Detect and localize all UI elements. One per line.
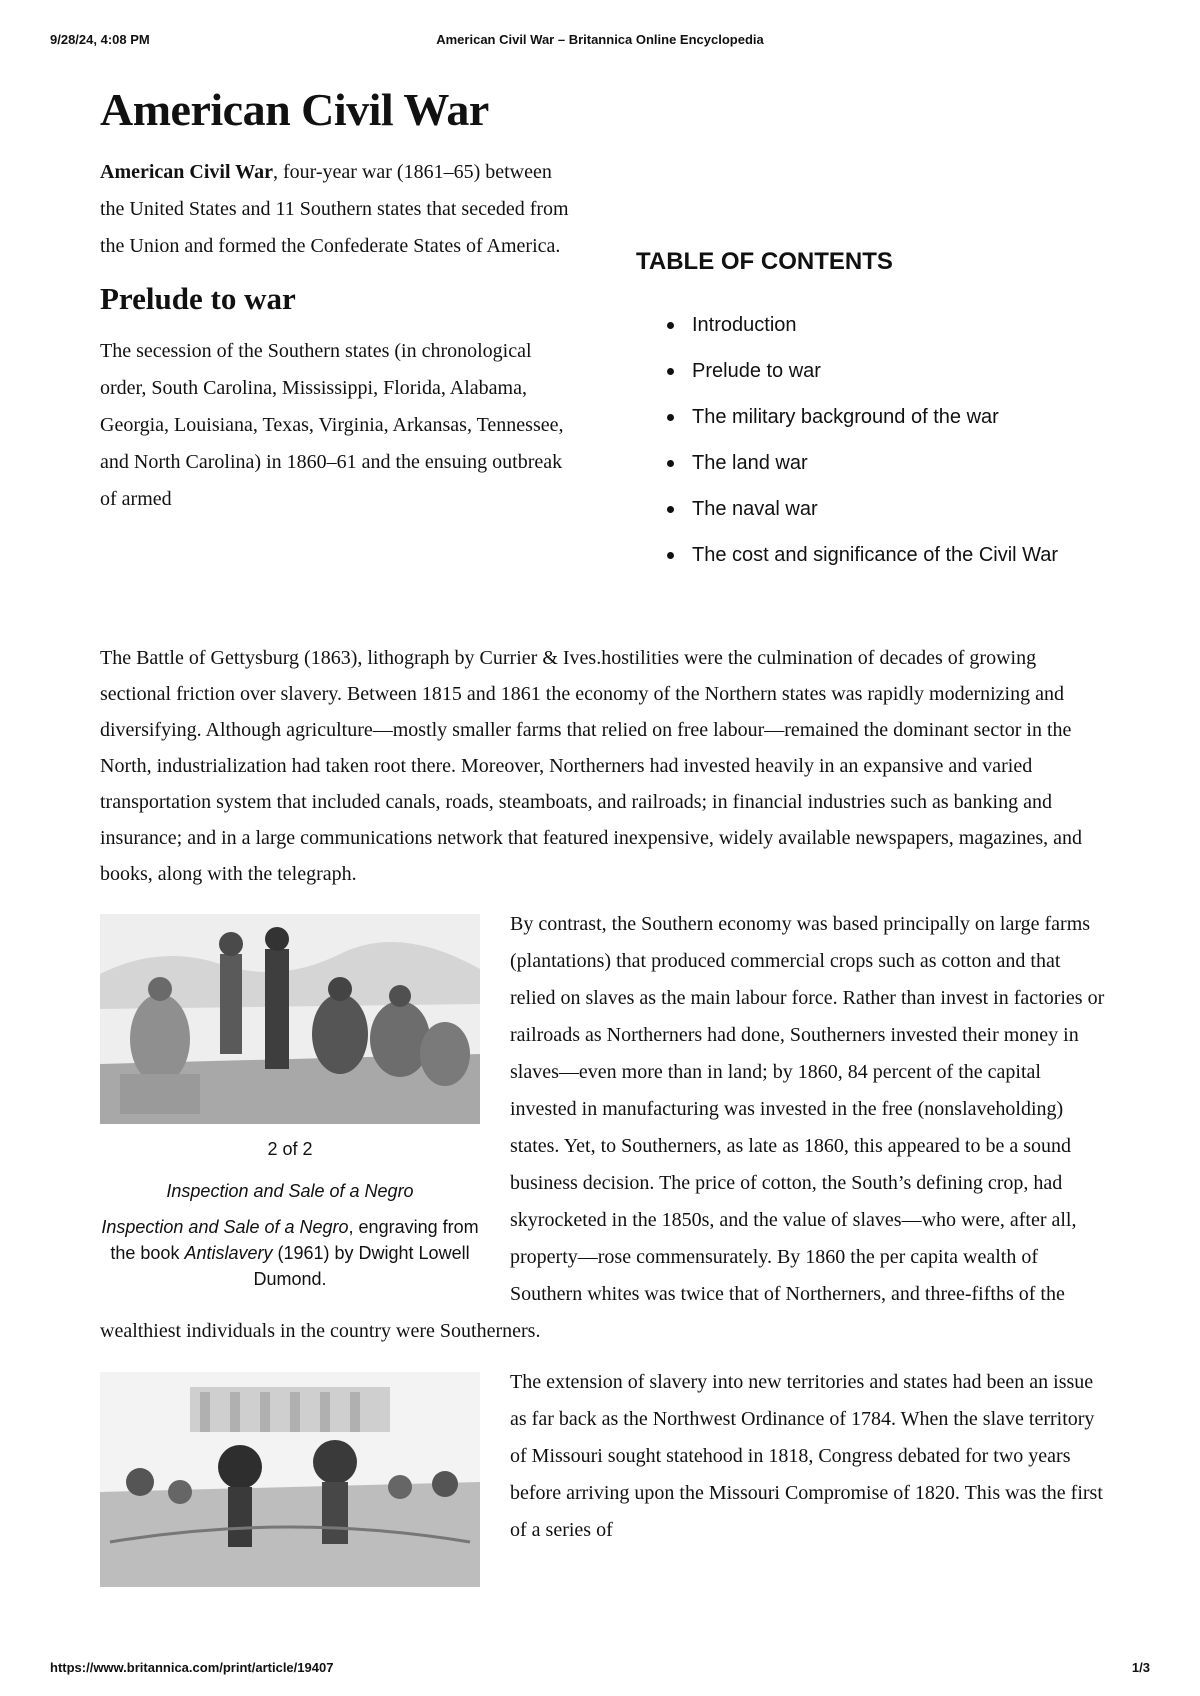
print-footer (50, 1660, 1150, 1680)
intro-row (100, 140, 1110, 640)
section-heading-prelude: Prelude to war (100, 281, 296, 316)
intro-lead: American Civil War (100, 161, 273, 183)
cartoon-image[interactable] (100, 1372, 480, 1587)
toc-item-label: The cost and significance of the Civil War (692, 544, 1059, 566)
caption-book: Antislavery (184, 1243, 273, 1263)
toc-item-label: Prelude to war (692, 360, 821, 382)
article-content (100, 80, 1110, 1589)
bullet-icon (667, 322, 674, 329)
image-counter: 2 of 2 (267, 1139, 313, 1159)
print-header (50, 32, 1150, 52)
toc-item-naval-war[interactable] (692, 496, 1096, 522)
print-doc-title: American Civil War – Britannica Online Encyclopedia (436, 32, 764, 47)
toc-item-label: The military background of the war (692, 406, 999, 428)
page-number: 1/3 (1131, 1660, 1150, 1675)
figure-inspection-sale (100, 914, 480, 1292)
toc-item-label: The naval war (692, 498, 818, 520)
toc-item-label: The land war (692, 452, 808, 474)
figure-caption (100, 1214, 480, 1292)
bullet-icon (667, 368, 674, 375)
table-of-contents (636, 246, 1096, 588)
toc-heading: TABLE OF CONTENTS (636, 248, 893, 275)
caption-italic: Inspection and Sale of a Negro (101, 1217, 349, 1237)
figure-political-cartoon (100, 1372, 480, 1587)
extension-paragraph: The extension of slavery into new territories and states had been an issue as far back as the Northwest Ordinance of 1784. When the slave territory of Missouri sought statehood in 1818, Congress debated for two years before arriving upon the Missouri Compromise of 1820. This was the first of a series of (510, 1371, 1103, 1541)
article-title: American Civil War (100, 84, 489, 135)
prelude-paragraph: The secession of the Southern states (in chronological order, South Carolina, Mississippi, Florida, Alabama, Georgia, Louisiana, Texas, Virginia, Arkansas, Tennessee, and North Carolina) in 1860–61 and the ensuing outbreak of armed (100, 340, 564, 510)
bullet-icon (667, 460, 674, 467)
bullet-icon (667, 552, 674, 559)
contrast-paragraph: By contrast, the Southern economy was based principally on large farms (plantations) that produced commercial crops such as cotton and that relied on slaves as the main labour force. Rather than invest in factories or railroads as Northerners had done, Southerners invested their money in slaves—even more than in land; by 1860, 84 percent of the capital invested in manufacturing was invested in the free (nonslaveholding) states. Yet, to Southerners, as late as 1860, this appeared to be a sound business decision. The price of cotton, the South’s defining crop, had skyrocketed in the 1850s, and the value of slaves—who were, after all, property—rose commensurately. By 1860 the per capita wealth of Southern whites was twice that of Northerners, and three-fifths of the wealthiest individuals in the country were Southerners. (100, 913, 1105, 1342)
toc-item-introduction[interactable] (692, 312, 1096, 338)
bullet-icon (667, 414, 674, 421)
caption-mid: , engraving from the book (110, 1217, 479, 1263)
toc-list (636, 312, 1096, 568)
print-date: 9/28/24, 4:08 PM (50, 32, 150, 47)
toc-item-land-war[interactable] (692, 450, 1096, 476)
caption-end: (1961) by Dwight Lowell Dumond. (253, 1243, 470, 1289)
economy-section (100, 906, 1110, 1350)
toc-item-label: Introduction (692, 314, 797, 336)
toc-item-cost-significance[interactable] (692, 542, 1096, 568)
gettysburg-paragraph: The Battle of Gettysburg (1863), lithograph by Currier & Ives.hostilities were the culmination of decades of growing sectional friction over slavery. Between 1815 and 1861 the economy of the Northern states was rapidly modernizing and diversifying. Although agriculture—mostly smaller farms that relied on free labour—remained the dominant sector in the North, industrialization had taken root there. Moreover, Northerners had invested heavily in an expansive and varied transportation system that included canals, roads, steamboats, and railroads; in financial industries such as banking and insurance; and in a large communications network that featured inexpensive, widely available newspapers, magazines, and books, along with the telegraph. (100, 647, 1083, 885)
figure-title: Inspection and Sale of a Negro (166, 1181, 414, 1201)
bullet-icon (667, 506, 674, 513)
intro-paragraph (100, 154, 580, 265)
toc-item-military-background[interactable] (692, 404, 1096, 430)
intro-column (100, 140, 580, 518)
toc-item-prelude[interactable] (692, 358, 1096, 384)
print-url[interactable]: https://www.britannica.com/print/article/19407 (50, 1660, 334, 1675)
extension-section (100, 1364, 1110, 1549)
cartoon-illustration (100, 1372, 480, 1587)
engraving-image[interactable] (100, 914, 480, 1124)
intro-rest: , four-year war (1861–65) between the United States and 11 Southern states that seceded from the Union and formed the Confederate States of America. (100, 161, 569, 257)
engraving-illustration (100, 914, 480, 1124)
